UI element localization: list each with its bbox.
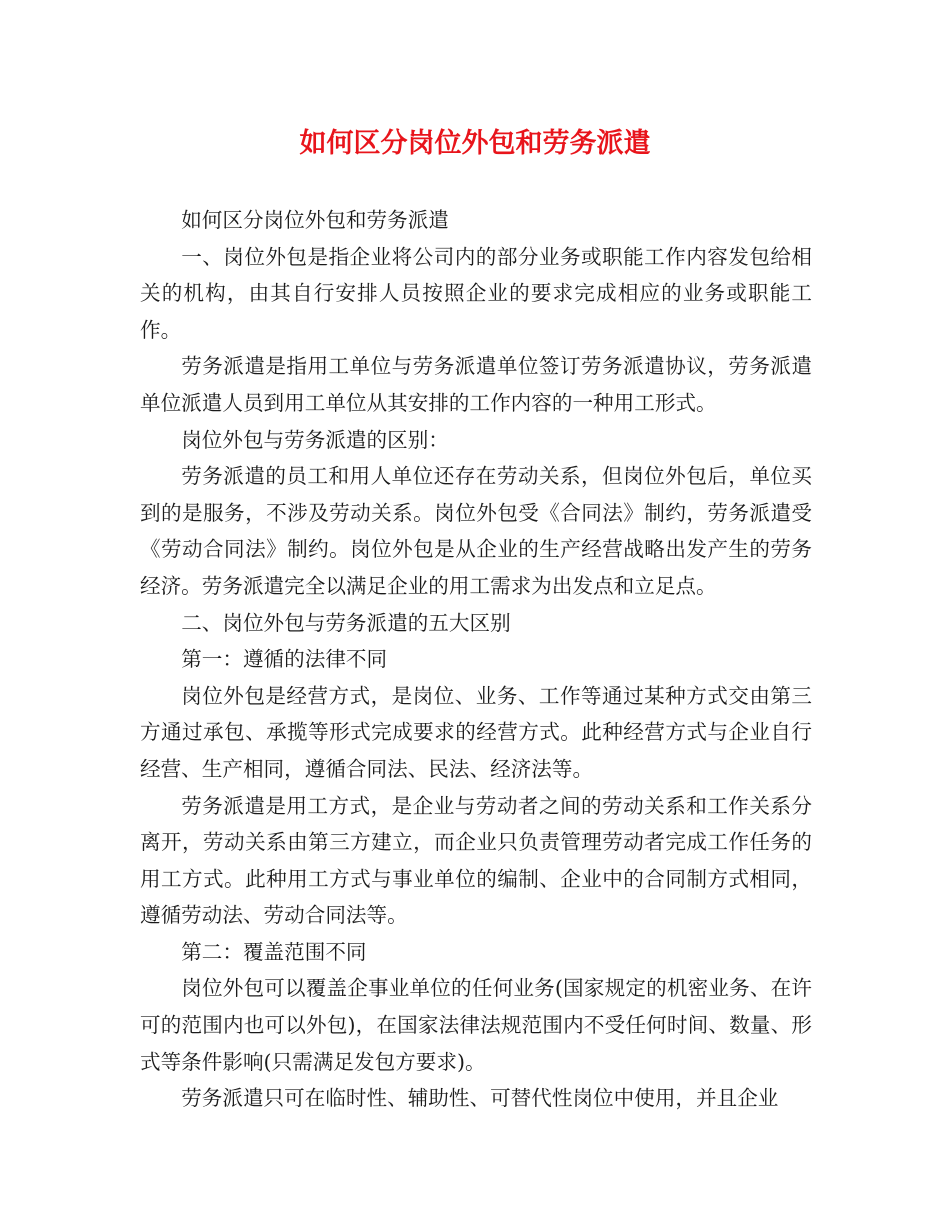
document-title: 如何区分岗位外包和劳务派遣 — [299, 128, 651, 159]
paragraph-first-point-heading: 第一：遵循的法律不同 — [181, 647, 388, 672]
paragraph-second-point-heading: 第二：覆盖范围不同 — [181, 939, 367, 964]
paragraph-first-point-dispatch: 劳务派遣是用工方式，是企业与劳动者之间的劳动关系和工作关系分离开，劳动关系由第三方建立，而企业只负责管理劳动者完成工作任务的用工方式。此种用工方式与事业单位的编制、企业中的合同制方式相同，遵循劳动法、劳动合同法等。 — [140, 793, 812, 928]
paragraph-difference-detail: 劳务派遣的员工和用人单位还存在劳动关系，但岗位外包后，单位买到的是服务，不涉及劳动关系。岗位外包受《合同法》制约，劳务派遣受《劳动合同法》制约。岗位外包是从企业的生产经营战略出发产生的劳务经济。劳务派遣完全以满足企业的用工需求为出发点和立足点。 — [140, 464, 812, 598]
paragraph-second-point-outsourcing: 岗位外包可以覆盖企事业单位的任何业务(国家规定的机密业务、在许可的范围内也可以外包)，在国家法律法规范围内不受任何时间、数量、形式等条件影响(只需满足发包方要求)。 — [140, 976, 812, 1074]
paragraph-dispatch-definition: 劳务派遣是指用工单位与劳务派遣单位签订劳务派遣协议，劳务派遣单位派遣人员到用工单位从其安排的工作内容的一种用工形式。 — [140, 354, 812, 415]
paragraph-second-point-dispatch: 劳务派遣只可在临时性、辅助性、可替代性岗位中使用，并且企业 — [181, 1086, 779, 1111]
paragraph-heading: 如何区分岗位外包和劳务派遣 — [181, 208, 449, 232]
paragraph-first-point-outsourcing: 岗位外包是经营方式，是岗位、业务、工作等通过某种方式交由第三方通过承包、承揽等形式完成要求的经营方式。此种经营方式与企业自行经营、生产相同，遵循合同法、民法、经济法等。 — [140, 683, 812, 781]
paragraph-outsourcing-definition: 一、岗位外包是指企业将公司内的部分业务或职能工作内容发包给相关的机构，由其自行安排人员按照企业的要求完成相应的业务或职能工作。 — [140, 244, 812, 342]
paragraph-section-two-heading: 二、岗位外包与劳务派遣的五大区别 — [181, 610, 511, 635]
document-body — [140, 202, 812, 1117]
paragraph-difference-heading: 岗位外包与劳务派遣的区别： — [181, 427, 449, 452]
